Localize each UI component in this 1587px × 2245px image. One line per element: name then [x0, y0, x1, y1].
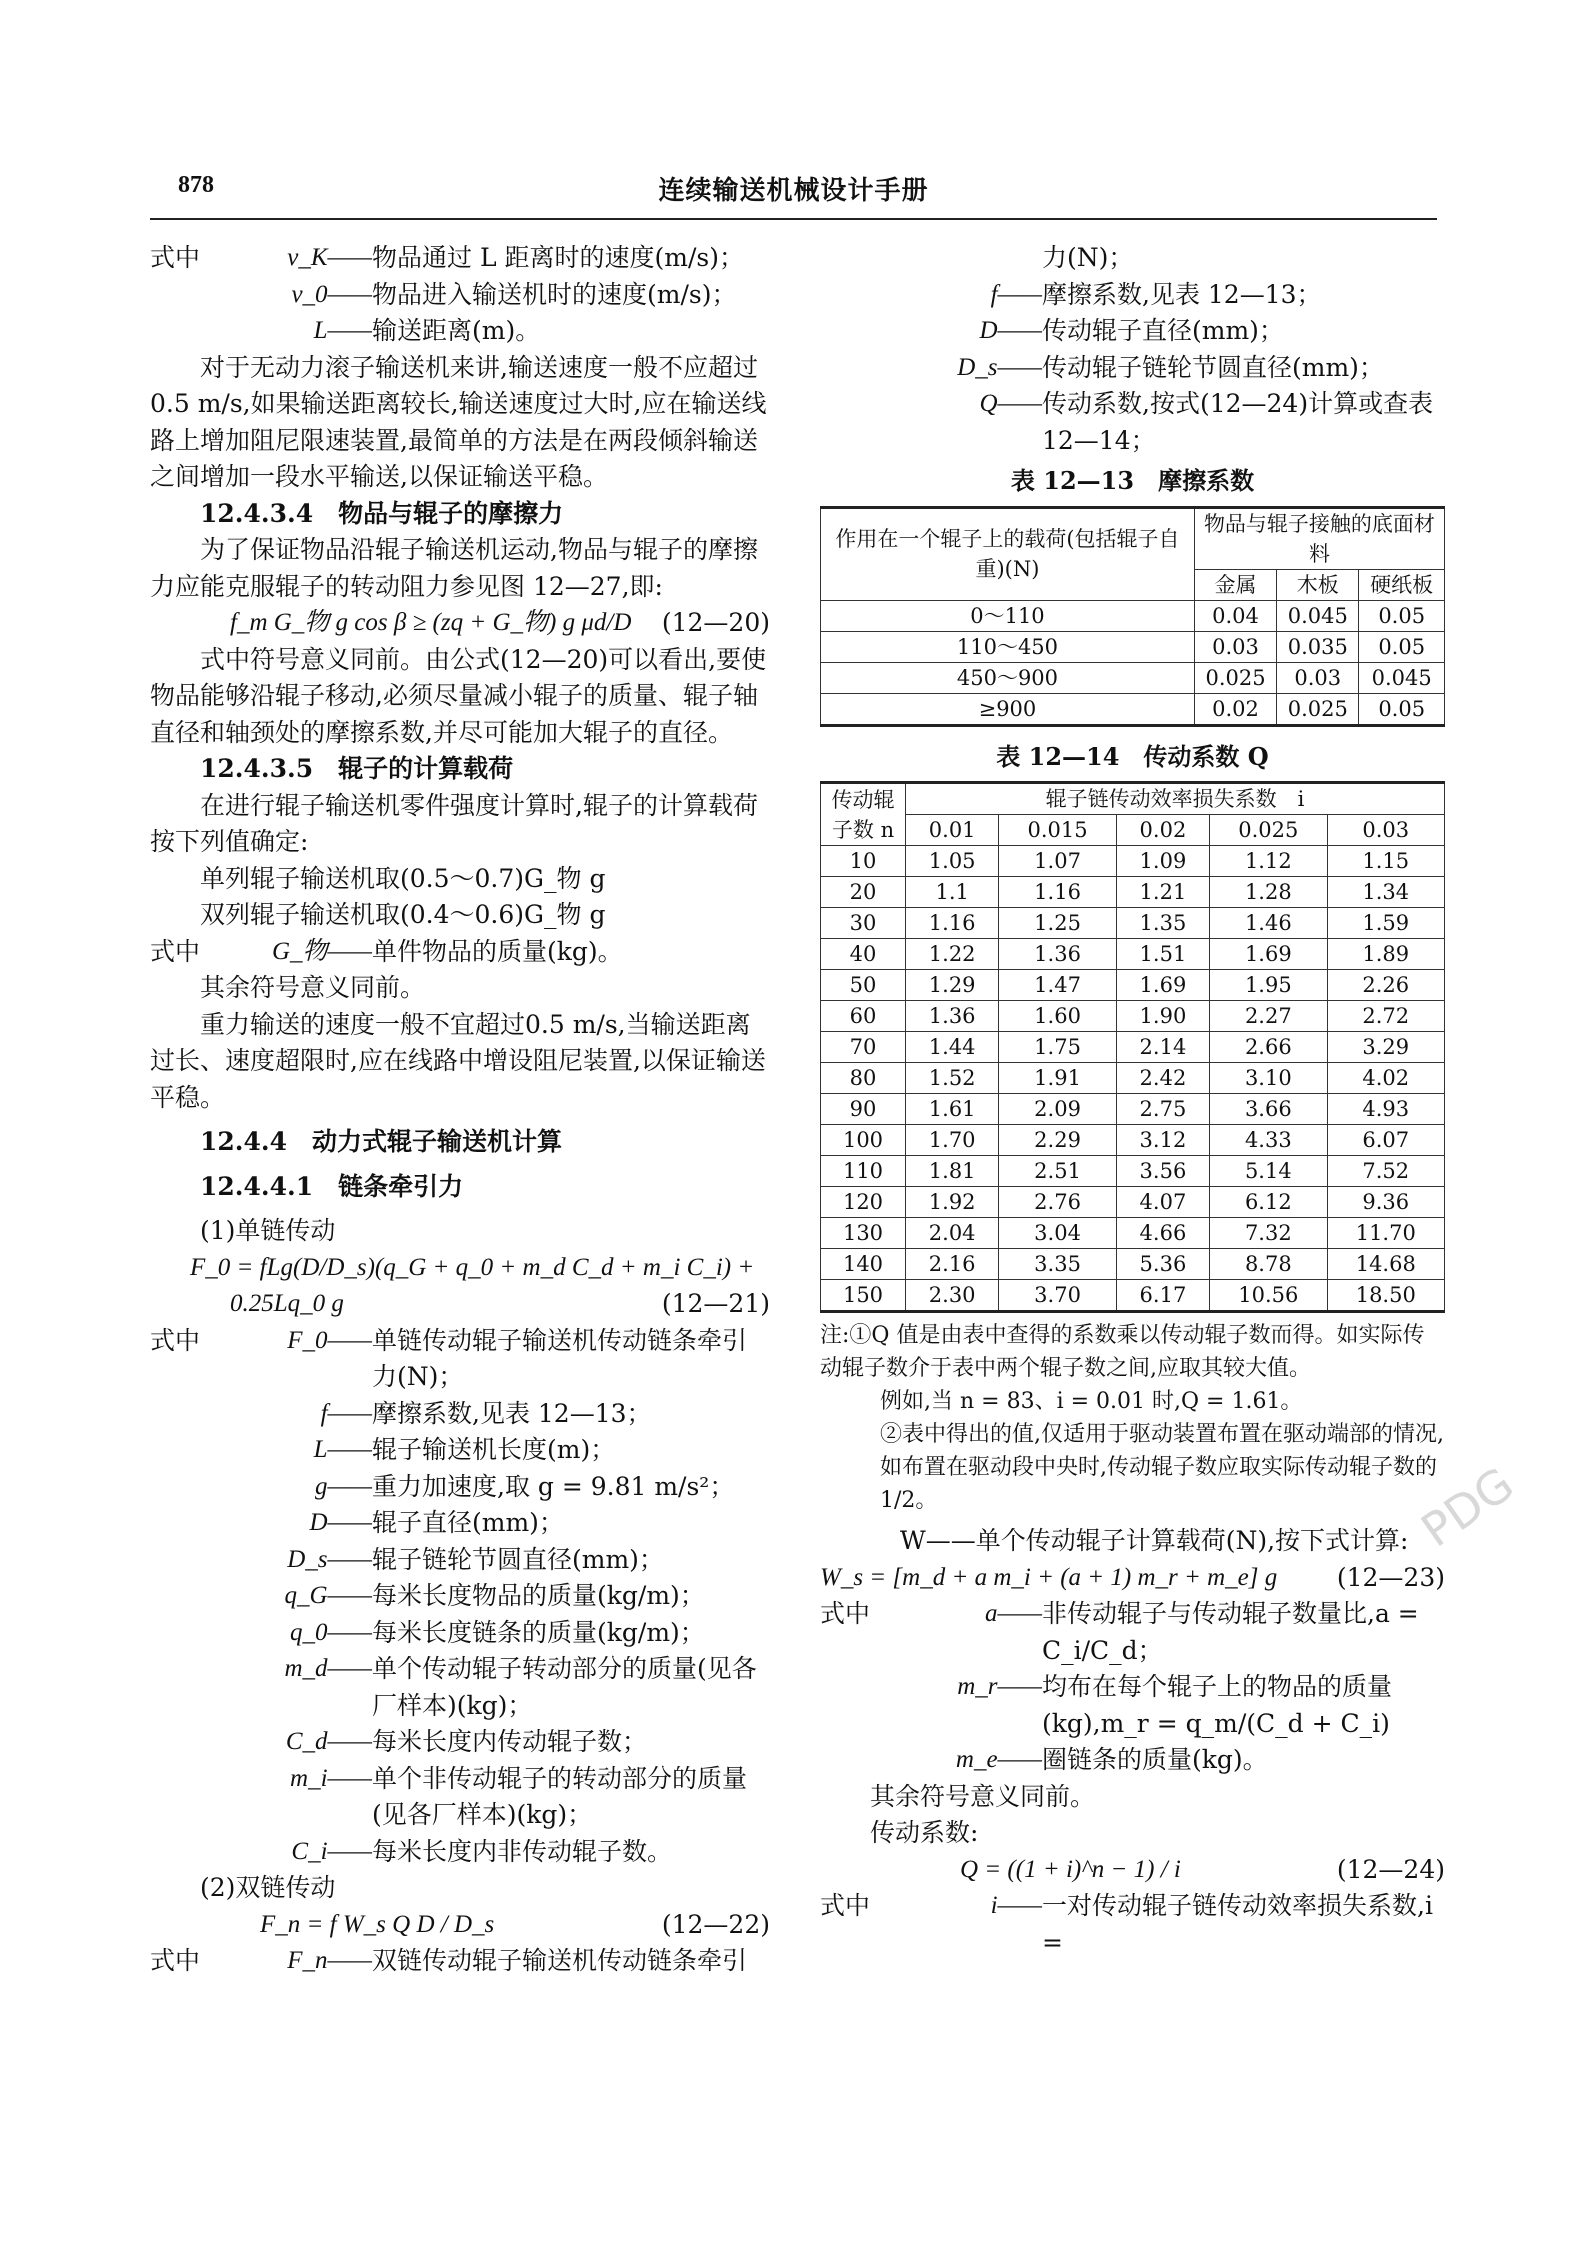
table-cell: 1.28	[1210, 877, 1327, 908]
table-cell: 0.035	[1277, 631, 1359, 662]
table-cell: 9.36	[1327, 1187, 1444, 1218]
table-cell: 1.89	[1327, 939, 1444, 970]
table-cell: 40	[821, 939, 906, 970]
table-row	[821, 631, 1445, 662]
table-cell: 3.04	[999, 1218, 1116, 1249]
W-definition: W——单个传动辊子计算载荷(N),按下式计算:	[900, 1526, 1409, 1555]
table-cell: 450～900	[821, 662, 1195, 693]
symbol-item: 式中 i—— 一对传动辊子链传动效率损失系数,i =	[820, 1891, 1433, 1957]
table-cell: 1.16	[999, 877, 1116, 908]
table-cell: 90	[821, 1094, 906, 1125]
table-cell: 60	[821, 1001, 906, 1032]
symbol-item: L—— 辊子输送机长度(m)；	[313, 1435, 616, 1464]
book-title: 连续输送机械设计手册	[658, 176, 929, 206]
table-cell: 1.60	[999, 1001, 1116, 1032]
table-row	[821, 846, 1445, 877]
table-cell: 120	[821, 1187, 906, 1218]
material-cardboard: 硬纸板	[1359, 569, 1445, 600]
table-cell: 0.03	[1194, 631, 1276, 662]
table-header-row	[821, 815, 1445, 846]
table-cell: 1.52	[906, 1063, 999, 1094]
table-row	[821, 877, 1445, 908]
symbol-item: C_d—— 每米长度内传动辊子数；	[285, 1727, 648, 1756]
subheading: (2)双链传动	[200, 1873, 336, 1902]
table-cell: 8.78	[1210, 1249, 1327, 1280]
table-cell: 1.91	[999, 1063, 1116, 1094]
symbols-list-6	[820, 1596, 1445, 1779]
table-cell: 10.56	[1210, 1280, 1327, 1312]
page-header	[150, 170, 1437, 220]
equation-12-21: F_0 = fLg(D/D_s)(q_G + q_0 + m_d C_d + m_i C_i) +	[190, 1253, 755, 1281]
symbol-item: m_d—— 单个传动辊子转动部分的质量(见各厂样本)(kg)；	[284, 1654, 757, 1720]
table-cell: 1.12	[1210, 846, 1327, 877]
table-cell: 1.81	[906, 1156, 999, 1187]
equation-12-20: f_m G_物 g cos β ≥ (zq + G_物) g μd/D (12—20)	[230, 608, 770, 637]
table-cell: 4.07	[1116, 1187, 1209, 1218]
table-cell: 14.68	[1327, 1249, 1444, 1280]
table-14-title: 表 12—14 传动系数 Q	[996, 741, 1269, 771]
table-cell: 7.52	[1327, 1156, 1444, 1187]
table-cell: 1.47	[999, 970, 1116, 1001]
table-cell: 2.16	[906, 1249, 999, 1280]
table-cell: 2.26	[1327, 970, 1444, 1001]
continued-text: 力(N)；	[1042, 243, 1134, 272]
symbol-item: q_0—— 每米长度链条的质量(kg/m)；	[290, 1617, 705, 1647]
table-cell: 2.76	[999, 1187, 1116, 1218]
table-cell: 1.29	[906, 970, 999, 1001]
table-cell: 2.51	[999, 1156, 1116, 1187]
table-cell: 0.05	[1359, 631, 1445, 662]
table-cell: 1.69	[1210, 939, 1327, 970]
section-heading: 12.4.4 动力式辊子输送机计算	[200, 1127, 562, 1156]
note-example: 例如,当 n = 83、i = 0.01 时,Q = 1.61。	[880, 1389, 1303, 1414]
table-cell: 2.30	[906, 1280, 999, 1312]
table-cell: 0.02	[1194, 693, 1276, 725]
table-cell: 2.42	[1116, 1063, 1209, 1094]
table-cell: 0～110	[821, 600, 1195, 631]
table-cell: 6.12	[1210, 1187, 1327, 1218]
col-load-header: 作用在一个辊子上的载荷(包括辊子自重)(N)	[821, 507, 1195, 600]
table-cell: 0.025	[1194, 662, 1276, 693]
i-value: 0.03	[1327, 815, 1444, 846]
table-cell: 130	[821, 1218, 906, 1249]
symbol-item: v_0—— 物品进入输送机时的速度(m/s)；	[291, 279, 737, 309]
symbol-item: D—— 传动辊子直径(mm)；	[979, 316, 1284, 345]
symbol-item: 式中 F_n—— 双链传动辊子输送机传动链条牵引	[150, 1946, 748, 1975]
table-cell: 1.61	[906, 1094, 999, 1125]
table-cell: 4.93	[1327, 1094, 1444, 1125]
symbol-item: D—— 辊子直径(mm)；	[309, 1508, 564, 1537]
symbol-item: f—— 摩擦系数,见表 12—13；	[320, 1398, 652, 1428]
table-cell: 1.36	[999, 939, 1116, 970]
table-cell: 2.29	[999, 1125, 1116, 1156]
table-cell: 1.92	[906, 1187, 999, 1218]
table-row	[821, 1063, 1445, 1094]
symbol-item: D_s—— 辊子链轮节圆直径(mm)；	[287, 1544, 664, 1574]
table-cell: 11.70	[1327, 1218, 1444, 1249]
table-cell: 0.04	[1194, 600, 1276, 631]
table-cell: 110～450	[821, 631, 1195, 662]
table-row	[821, 1156, 1445, 1187]
left-column	[150, 240, 770, 1980]
table-cell: 3.10	[1210, 1063, 1327, 1094]
symbol-item: m_i—— 单个非传动辊子的转动部分的质量(见各厂样本)(kg)；	[290, 1763, 748, 1829]
table-cell: 70	[821, 1032, 906, 1063]
table-cell: 80	[821, 1063, 906, 1094]
paragraph: 重力输送的速度一般不宜超过0.5 m/s,当输送距离过长、速度超限时,应在线路中增设阻尼装置,以保证输送平稳。	[150, 1009, 766, 1112]
table-cell: 4.33	[1210, 1125, 1327, 1156]
symbol-item: L—— 输送距离(m)。	[313, 316, 541, 345]
table-row	[821, 1125, 1445, 1156]
symbol-item: m_r—— 均布在每个辊子上的物品的质量(kg),m_r = q_m/(C_d + C_i)	[957, 1672, 1393, 1738]
watermark: PDG	[1411, 1456, 1524, 1558]
table-row	[821, 908, 1445, 939]
symbol-item: 式中 a—— 非传动辊子与传动辊子数量比,a = C_i/C_d；	[820, 1599, 1419, 1665]
symbols-list-3	[150, 1323, 770, 1871]
table-row	[821, 970, 1445, 1001]
section-heading: 12.4.3.4 物品与辊子的摩擦力	[200, 498, 564, 528]
table-cell: 0.03	[1277, 662, 1359, 693]
table-row	[821, 662, 1445, 693]
table-cell: 1.35	[1116, 908, 1209, 939]
material-metal: 金属	[1194, 569, 1276, 600]
symbol-item: 式中 v_K—— 物品通过 L 距离时的速度(m/s)；	[150, 243, 744, 272]
table-cell: 140	[821, 1249, 906, 1280]
equation-12-22: F_n = f W_s Q D / D_s (12—22)	[260, 1909, 770, 1939]
note-1: 注:①Q 值是由表中查得的系数乘以传动辊子数而得。如实际传动辊子数介于表中两个辊子数之间,应取其较大值。	[820, 1323, 1425, 1381]
table-cell: 4.66	[1116, 1218, 1209, 1249]
table-cell: 2.14	[1116, 1032, 1209, 1063]
i-value: 0.025	[1210, 815, 1327, 846]
paragraph: 其余符号意义同前。	[200, 973, 426, 1002]
table-cell: 100	[821, 1125, 906, 1156]
table-cell: 1.05	[906, 846, 999, 877]
table-14-body	[821, 846, 1445, 1312]
table-cell: 3.66	[1210, 1094, 1327, 1125]
table-note	[820, 1319, 1445, 1517]
table-cell: 1.25	[999, 908, 1116, 939]
table-cell: 2.75	[1116, 1094, 1209, 1125]
table-cell: 1.09	[1116, 846, 1209, 877]
table-cell: 3.70	[999, 1280, 1116, 1312]
paragraph: 对于无动力滚子输送机来讲,输送速度一般不应超过0.5 m/s,如果输送距离较长,输送速度过大时,应在输送线路上增加阻尼限速装置,最简单的方法是在两段倾斜输送之间增加一段水平输送,以保证输送平稳。	[150, 352, 767, 491]
right-column	[820, 240, 1445, 1961]
table-cell: 3.56	[1116, 1156, 1209, 1187]
table-13-body	[821, 600, 1445, 725]
table-cell: 1.16	[906, 908, 999, 939]
table-cell: 2.04	[906, 1218, 999, 1249]
table-row	[821, 1187, 1445, 1218]
table-cell: 1.69	[1116, 970, 1209, 1001]
i-value: 0.01	[906, 815, 999, 846]
table-cell: 2.66	[1210, 1032, 1327, 1063]
table-cell: 1.90	[1116, 1001, 1209, 1032]
table-cell: 2.09	[999, 1094, 1116, 1125]
table-cell: 4.02	[1327, 1063, 1444, 1094]
symbols-list-1	[150, 240, 770, 350]
table-cell: 1.34	[1327, 877, 1444, 908]
table-cell: 0.05	[1359, 600, 1445, 631]
table-cell: 110	[821, 1156, 906, 1187]
section-heading: 12.4.4.1 链条牵引力	[200, 1171, 464, 1201]
symbol-item: D_s—— 传动辊子链轮节圆直径(mm)；	[957, 352, 1384, 382]
table-cell: 1.51	[1116, 939, 1209, 970]
table-cell: 1.46	[1210, 908, 1327, 939]
table-row	[821, 693, 1445, 725]
table-cell: 1.44	[906, 1032, 999, 1063]
paragraph: 传动系数:	[870, 1818, 979, 1847]
paragraph: 其余符号意义同前。	[870, 1781, 1096, 1811]
formula-line: 双列辊子输送机取(0.4～0.6)G_物 g	[200, 900, 606, 929]
symbol-item: 式中 F_0—— 单链传动辊子输送机传动链条牵引力(N)；	[150, 1325, 748, 1391]
symbol-item: C_i—— 每米长度内非传动辊子数。	[291, 1836, 673, 1866]
table-cell: 3.12	[1116, 1125, 1209, 1156]
table-cell: 1.15	[1327, 846, 1444, 877]
symbol-item: 式中 G_物—— 单件物品的质量(kg)。	[150, 936, 623, 966]
subheading: (1)单链传动	[200, 1216, 336, 1245]
equation-12-23: W_s = [m_d + a m_i + (a + 1) m_r + m_e] g (12—23)	[820, 1562, 1445, 1592]
table-cell: 1.70	[906, 1125, 999, 1156]
friction-table	[820, 506, 1445, 727]
table-cell: 6.17	[1116, 1280, 1209, 1312]
table-cell: 1.21	[1116, 877, 1209, 908]
table-cell: 20	[821, 877, 906, 908]
table-row	[821, 1249, 1445, 1280]
table-cell: 3.29	[1327, 1032, 1444, 1063]
table-cell: 6.07	[1327, 1125, 1444, 1156]
symbol-item: m_e—— 圈链条的质量(kg)。	[955, 1745, 1268, 1774]
symbols-list-5	[820, 277, 1445, 460]
material-wood: 木板	[1277, 569, 1359, 600]
col-material-header: 物品与辊子接触的底面材料	[1194, 507, 1444, 569]
col-n-header: 传动辊子数 n	[821, 783, 906, 846]
note-2: ②表中得出的值,仅适用于驱动装置布置在驱动端部的情况,如布置在驱动段中央时,传动辊子数应取实际传动辊子数的 1/2。	[880, 1422, 1444, 1513]
i-value: 0.02	[1116, 815, 1209, 846]
table-cell: 0.045	[1277, 600, 1359, 631]
table-cell: 0.045	[1359, 662, 1445, 693]
table-13-title: 表 12—13 摩擦系数	[1010, 466, 1255, 495]
table-row	[821, 1094, 1445, 1125]
i-value: 0.015	[999, 815, 1116, 846]
equation-12-24: Q = ((1 + i)^n − 1) / i (12—24)	[960, 1854, 1445, 1884]
table-cell: 2.27	[1210, 1001, 1327, 1032]
table-cell: 1.22	[906, 939, 999, 970]
table-row	[821, 1001, 1445, 1032]
col-i-header: 辊子链传动效率损失系数 i	[906, 783, 1445, 815]
table-cell: 1.75	[999, 1032, 1116, 1063]
table-cell: 7.32	[1210, 1218, 1327, 1249]
table-cell: 1.36	[906, 1001, 999, 1032]
symbol-item: q_G—— 每米长度物品的质量(kg/m)；	[284, 1581, 705, 1610]
symbol-item: f—— 摩擦系数,见表 12—13；	[990, 279, 1322, 309]
table-header-row	[821, 783, 1445, 815]
paragraph: 在进行辊子输送机零件强度计算时,辊子的计算载荷按下列值确定:	[150, 790, 758, 856]
table-row	[821, 939, 1445, 970]
table-row	[821, 1218, 1445, 1249]
table-cell: 1.59	[1327, 908, 1444, 939]
table-cell: 1.95	[1210, 970, 1327, 1001]
table-cell: 150	[821, 1280, 906, 1312]
table-cell: ≥900	[821, 693, 1195, 725]
formula-line: 单列辊子输送机取(0.5～0.7)G_物 g	[200, 863, 606, 893]
transmission-table	[820, 781, 1445, 1313]
table-row	[821, 1280, 1445, 1312]
table-cell: 2.72	[1327, 1001, 1444, 1032]
table-cell: 18.50	[1327, 1280, 1444, 1312]
equation-12-21-cont: 0.25Lq_0 g (12—21)	[230, 1289, 770, 1318]
table-cell: 3.35	[999, 1249, 1116, 1280]
paragraph: 为了保证物品沿辊子输送机运动,物品与辊子的摩擦力应能克服辊子的转动阻力参见图 12—27,即:	[150, 535, 758, 601]
section-heading: 12.4.3.5 辊子的计算载荷	[200, 754, 514, 783]
paragraph: 式中符号意义同前。由公式(12—20)可以看出,要使物品能够沿辊子移动,必须尽量减小辊子的质量、辊子轴直径和轴颈处的摩擦系数,并尽可能加大辊子的直径。	[150, 644, 767, 747]
symbol-item: Q—— 传动系数,按式(12—24)计算或查表 12—14；	[979, 389, 1434, 455]
page-number: 878	[178, 172, 214, 198]
table-header-row	[821, 507, 1445, 569]
table-cell: 1.07	[999, 846, 1116, 877]
table-cell: 5.36	[1116, 1249, 1209, 1280]
table-cell: 50	[821, 970, 906, 1001]
table-cell: 0.025	[1277, 693, 1359, 725]
table-cell: 30	[821, 908, 906, 939]
table-cell: 10	[821, 846, 906, 877]
table-cell: 0.05	[1359, 693, 1445, 725]
table-row	[821, 1032, 1445, 1063]
symbol-item: g—— 重力加速度,取 g = 9.81 m/s²；	[315, 1471, 735, 1501]
table-row	[821, 600, 1445, 631]
table-cell: 5.14	[1210, 1156, 1327, 1187]
table-cell: 1.1	[906, 877, 999, 908]
